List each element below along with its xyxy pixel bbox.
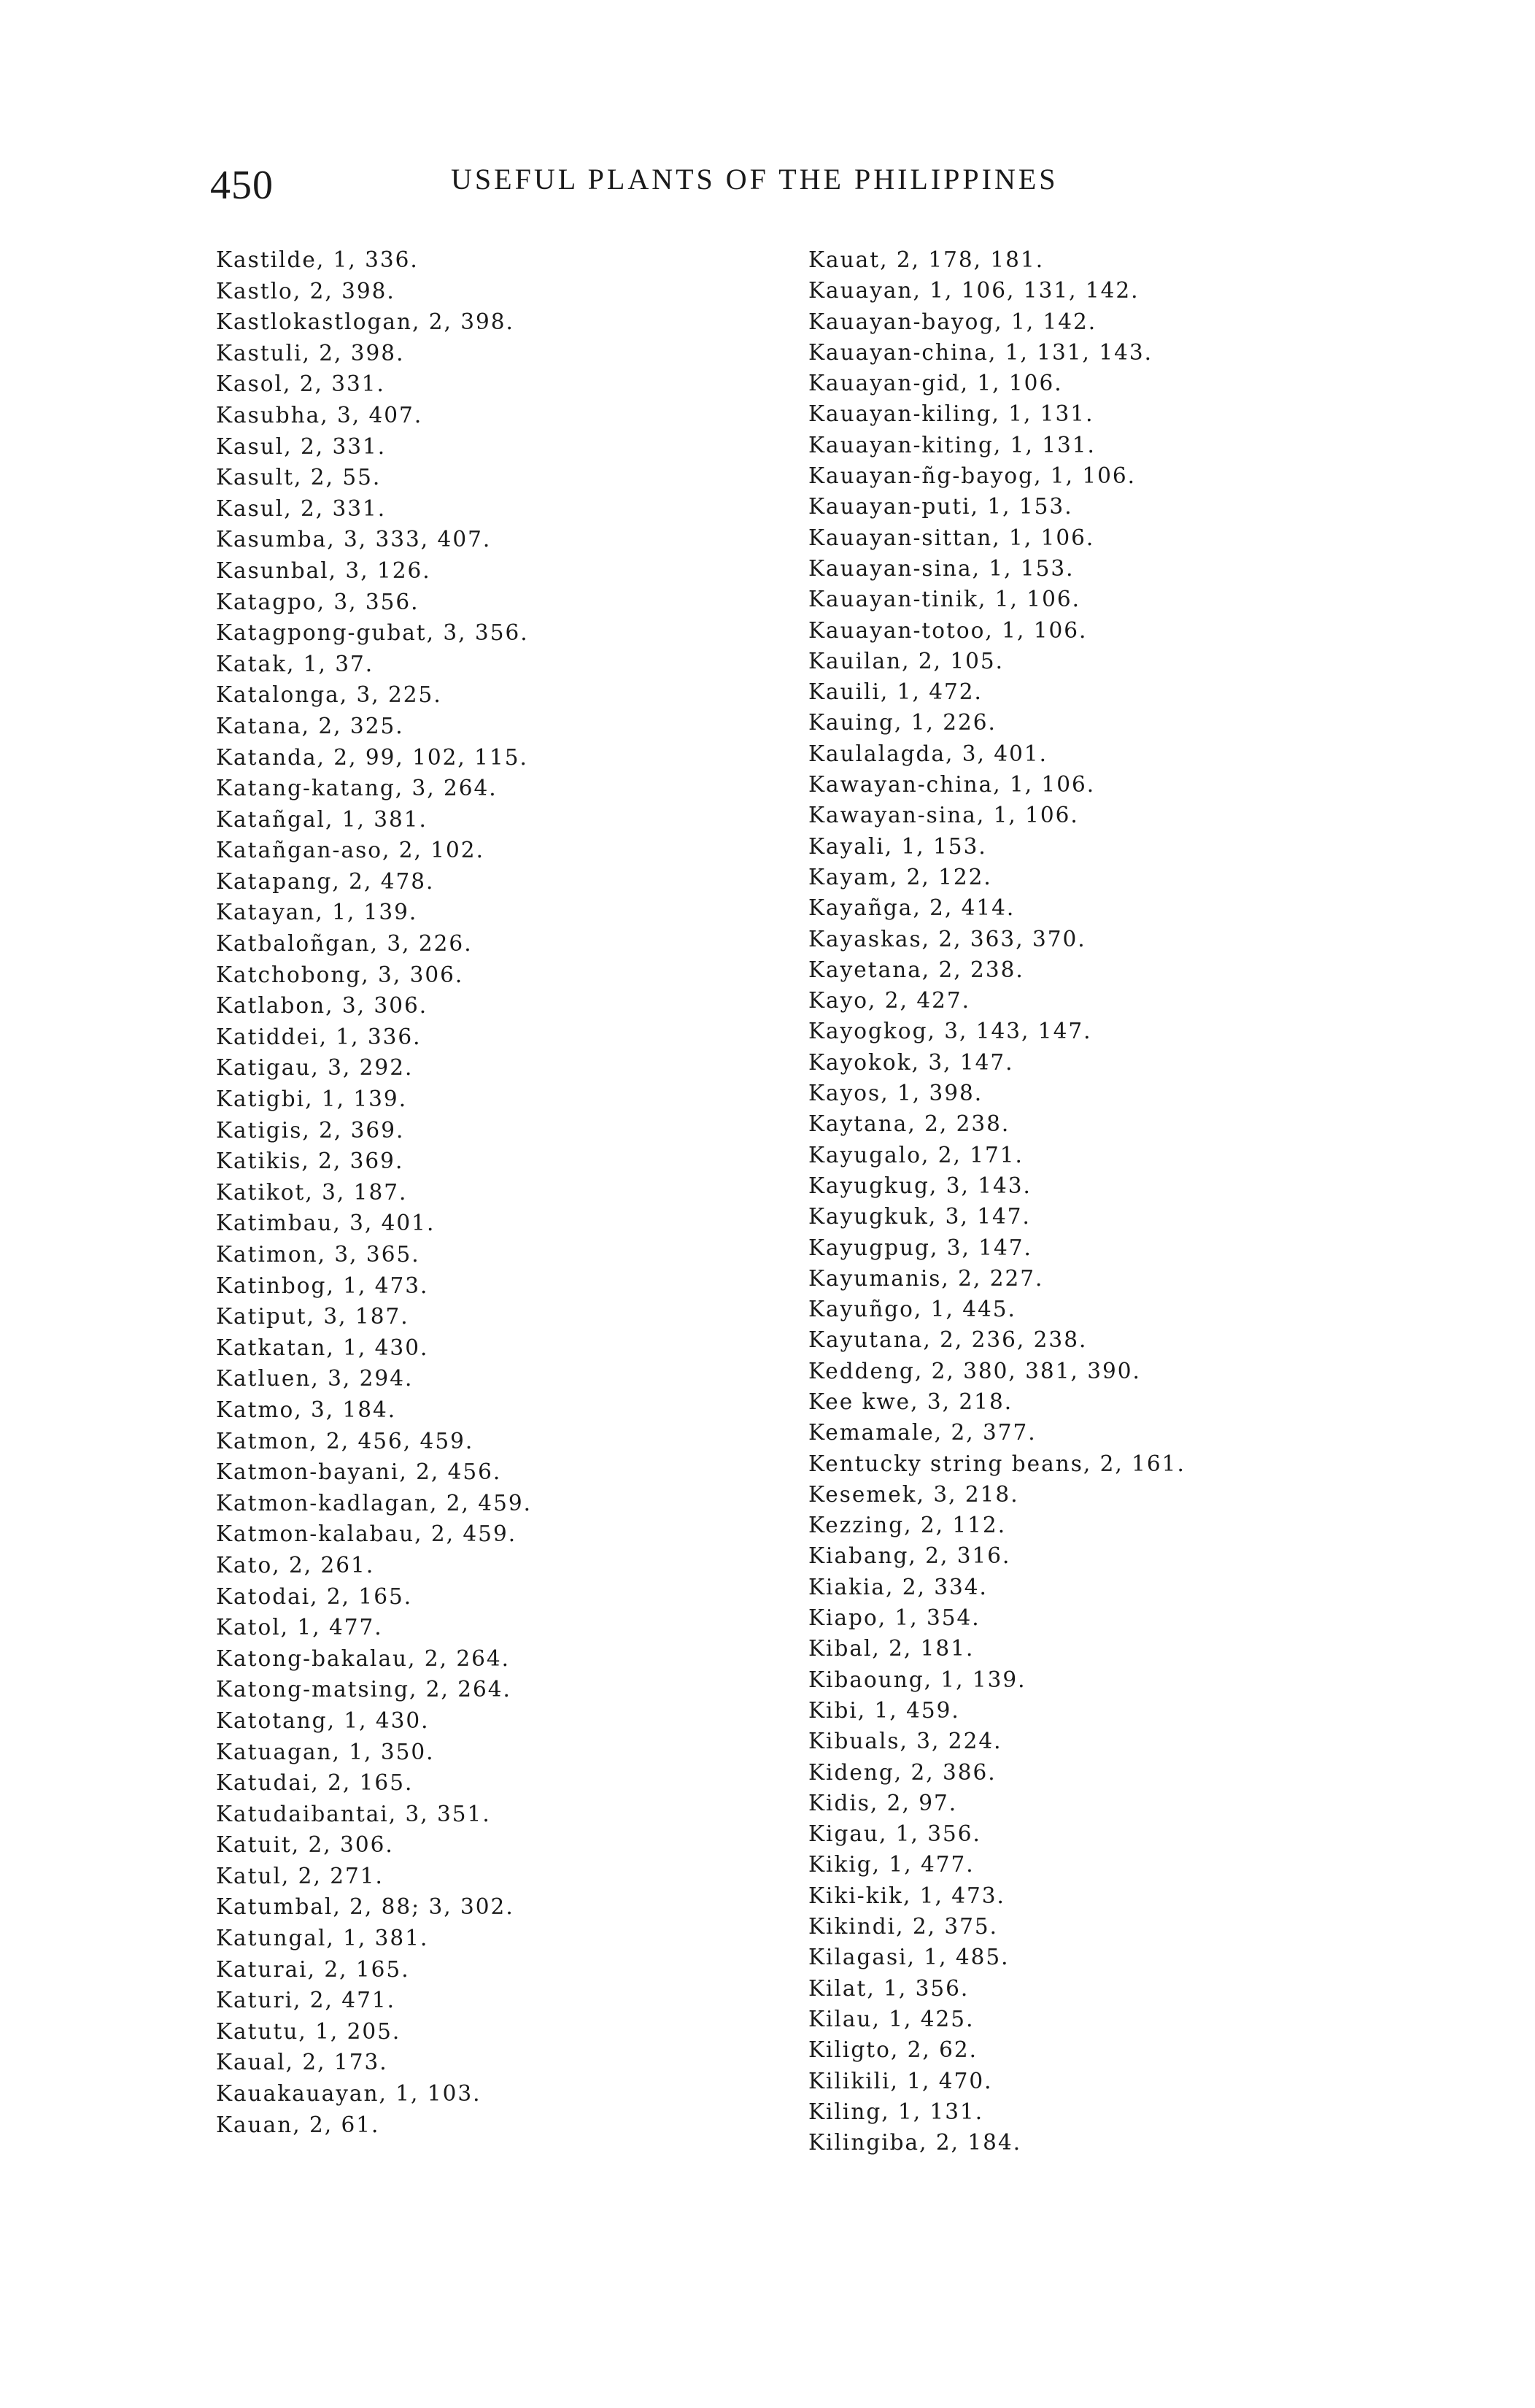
- index-entry: Katanda, 2, 99, 102, 115.: [216, 744, 528, 770]
- index-entry: Katkatan, 1, 430.: [216, 1335, 429, 1360]
- index-entry: Kauayan-puti, 1, 153.: [808, 494, 1073, 520]
- index-entry: Kayañga, 2, 414.: [808, 895, 1016, 921]
- index-entry: Kideng, 2, 386.: [808, 1759, 997, 1785]
- index-entry: Katmon, 2, 456, 459.: [216, 1428, 474, 1454]
- index-entry: Kayali, 1, 153.: [808, 833, 987, 859]
- index-column-left: [216, 244, 770, 2140]
- index-entry: Katigau, 3, 292.: [216, 1055, 414, 1081]
- index-entry: Kauat, 2, 178, 181.: [808, 247, 1045, 272]
- index-entry: Katmon-kalabau, 2, 459.: [216, 1521, 517, 1547]
- index-entry: Katutu, 1, 205.: [216, 2018, 401, 2044]
- index-entry: Katlabon, 3, 306.: [216, 993, 428, 1019]
- index-entry: Katiddei, 1, 336.: [216, 1024, 422, 1049]
- index-entry: Kentucky string beans, 2, 161.: [808, 1451, 1186, 1476]
- index-entry: Kilau, 1, 425.: [808, 2006, 975, 2031]
- index-entry: Kastlokastlogan, 2, 398.: [216, 309, 514, 335]
- index-entry: Kasul, 2, 331.: [216, 495, 387, 521]
- index-entry: Kayumanis, 2, 227.: [808, 1265, 1044, 1291]
- index-entry: Kasult, 2, 55.: [216, 465, 382, 490]
- index-entry: Kasul, 2, 331.: [216, 433, 387, 459]
- index-entry: Katagpong-gubat, 3, 356.: [216, 620, 529, 646]
- index-entry: Kato, 2, 261.: [216, 1552, 375, 1578]
- index-entry: Kee kwe, 3, 218.: [808, 1389, 1013, 1414]
- index-entry: Kidis, 2, 97.: [808, 1790, 958, 1815]
- index-entry: Katong-matsing, 2, 264.: [216, 1677, 511, 1702]
- index-entry: Kauakauayan, 1, 103.: [216, 2081, 482, 2107]
- index-entry: Keddeng, 2, 380, 381, 390.: [808, 1358, 1141, 1384]
- index-entry: Katikis, 2, 369.: [216, 1149, 404, 1174]
- index-entry: Katudaibantai, 3, 351.: [216, 1801, 491, 1826]
- index-entry: Kauili, 1, 472.: [808, 679, 983, 705]
- index-entry: Kauayan-ñg-bayog, 1, 106.: [808, 463, 1137, 489]
- index-entry: Katluen, 3, 294.: [216, 1366, 414, 1392]
- index-entry: Katmon-bayani, 2, 456.: [216, 1459, 502, 1485]
- index-entry: Kayo, 2, 427.: [808, 988, 971, 1014]
- index-entry: Kauayan-totoo, 1, 106.: [808, 617, 1088, 643]
- index-entry: Kilingiba, 2, 184.: [808, 2130, 1022, 2156]
- index-entry: Kayugalo, 2, 171.: [808, 1142, 1024, 1168]
- index-entry: Kauayan-sittan, 1, 106.: [808, 525, 1095, 550]
- index-entry: Kikindi, 2, 375.: [808, 1914, 999, 1940]
- index-entry: Kigau, 1, 356.: [808, 1821, 981, 1847]
- index-entry: Katuit, 2, 306.: [216, 1832, 394, 1858]
- index-entry: Kilat, 1, 356.: [808, 1975, 970, 2001]
- index-entry: Katigbi, 1, 139.: [216, 1087, 408, 1112]
- index-entry: Katong-bakalau, 2, 264.: [216, 1645, 511, 1671]
- index-entry: Kayam, 2, 122.: [808, 864, 992, 890]
- index-entry: Kastilde, 1, 336.: [216, 247, 419, 272]
- index-entry: Kibi, 1, 459.: [808, 1697, 960, 1723]
- index-entry: Kibuals, 3, 224.: [808, 1729, 1002, 1754]
- index-entry: Katagpo, 3, 356.: [216, 589, 419, 614]
- index-entry: Kayugpug, 3, 147.: [808, 1235, 1032, 1260]
- running-title: USEFUL PLANTS OF THE PHILIPPINES: [451, 163, 1059, 196]
- index-entry: Kayogkog, 3, 143, 147.: [808, 1019, 1092, 1044]
- index-entry: Kayugkuk, 3, 147.: [808, 1204, 1031, 1230]
- index-entry: Katang-katang, 3, 264.: [216, 776, 498, 801]
- index-entry: Kilikili, 1, 470.: [808, 2068, 993, 2094]
- index-entry: Kayugkug, 3, 143.: [808, 1173, 1032, 1198]
- index-entry: Katimbau, 3, 401.: [216, 1211, 436, 1236]
- index-entry: Kayaskas, 2, 363, 370.: [808, 926, 1086, 952]
- index-entry: Kiki-kik, 1, 473.: [808, 1883, 1005, 1908]
- index-entry: Katikot, 3, 187.: [216, 1179, 408, 1205]
- index-entry: Kibal, 2, 181.: [808, 1636, 975, 1662]
- index-entry: Kaulalagda, 3, 401.: [808, 741, 1048, 766]
- index-entry: Katchobong, 3, 306.: [216, 962, 464, 987]
- index-entry: Kauing, 1, 226.: [808, 710, 997, 736]
- index-entry: Kawayan-sina, 1, 106.: [808, 803, 1079, 828]
- index-entry: Kauayan, 1, 106, 131, 142.: [808, 278, 1140, 304]
- index-entry: Kasol, 2, 331.: [216, 371, 385, 397]
- index-entry: Katumbal, 2, 88; 3, 302.: [216, 1894, 514, 1920]
- index-entry: Katigis, 2, 369.: [216, 1117, 405, 1143]
- index-entry: Kiabang, 2, 316.: [808, 1543, 1011, 1569]
- index-entry: Katañgan-aso, 2, 102.: [216, 838, 484, 863]
- index-entry: Kauayan-bayog, 1, 142.: [808, 309, 1097, 334]
- index-entry: Kauilan, 2, 105.: [808, 648, 1005, 674]
- index-entry: Katuagan, 1, 350.: [216, 1739, 435, 1764]
- index-entry: Katayan, 1, 139.: [216, 900, 418, 925]
- page-number: 450: [210, 163, 274, 208]
- index-entry: Kilagasi, 1, 485.: [808, 1945, 1010, 1970]
- index-entry: Kauan, 2, 61.: [216, 2112, 380, 2137]
- index-entry: Katimon, 3, 365.: [216, 1242, 420, 1267]
- index-entry: Kiakia, 2, 334.: [808, 1574, 988, 1599]
- index-entry: Kasubha, 3, 407.: [216, 402, 423, 428]
- index-entry: Kayutana, 2, 236, 238.: [808, 1327, 1088, 1353]
- index-entry: Katmon-kadlagan, 2, 459.: [216, 1490, 532, 1516]
- index-entry: Katol, 1, 477.: [216, 1615, 383, 1640]
- index-entry: Katinbog, 1, 473.: [216, 1273, 429, 1298]
- index-entry: Kawayan-china, 1, 106.: [808, 772, 1096, 798]
- index-entry: Katapang, 2, 478.: [216, 868, 435, 894]
- index-entry: Kayetana, 2, 238.: [808, 957, 1024, 982]
- index-entry: Kaytana, 2, 238.: [808, 1111, 1010, 1137]
- index-entry: Katungal, 1, 381.: [216, 1926, 429, 1951]
- index-column-right: [808, 244, 1509, 2158]
- index-entry: Katak, 1, 37.: [216, 651, 374, 676]
- index-entry: Kiling, 1, 131.: [808, 2099, 984, 2124]
- index-entry: Kibaoung, 1, 139.: [808, 1667, 1026, 1692]
- index-entry: Kasumba, 3, 333, 407.: [216, 527, 492, 552]
- index-entry: Kastuli, 2, 398.: [216, 340, 405, 366]
- index-entry: Katañgal, 1, 381.: [216, 806, 428, 832]
- index-entry: Kayuñgo, 1, 445.: [808, 1297, 1016, 1322]
- index-entry: Kauayan-kiting, 1, 131.: [808, 432, 1096, 458]
- index-entry: Kauayan-sina, 1, 153.: [808, 555, 1075, 581]
- index-entry: Kauayan-kiling, 1, 131.: [808, 401, 1094, 427]
- index-entry: Kikig, 1, 477.: [808, 1852, 975, 1878]
- index-entry: Katul, 2, 271.: [216, 1863, 384, 1888]
- index-entry: Katuri, 2, 471.: [216, 1988, 395, 2013]
- index-entry: Kastlo, 2, 398.: [216, 278, 395, 304]
- index-entry: Kiligto, 2, 62.: [808, 2037, 978, 2063]
- index-entry: Kayokok, 3, 147.: [808, 1049, 1014, 1075]
- index-entry: Kiapo, 1, 354.: [808, 1605, 981, 1631]
- index-entry: Katbaloñgan, 3, 226.: [216, 931, 473, 957]
- index-entry: Katiput, 3, 187.: [216, 1304, 409, 1330]
- index-entry: Kauayan-tinik, 1, 106.: [808, 587, 1080, 612]
- index-entry: Kemamale, 2, 377.: [808, 1420, 1037, 1446]
- index-entry: Katodai, 2, 165.: [216, 1583, 413, 1609]
- index-entry: Kasunbal, 3, 126.: [216, 557, 431, 583]
- index-entry: Katotang, 1, 430.: [216, 1707, 430, 1733]
- index-entry: Katmo, 3, 184.: [216, 1397, 397, 1422]
- index-entry: Katudai, 2, 165.: [216, 1770, 414, 1796]
- index-entry: Kayos, 1, 398.: [808, 1081, 983, 1106]
- index-entry: Kaual, 2, 173.: [216, 2050, 388, 2075]
- index-entry: Kauayan-china, 1, 131, 143.: [808, 339, 1153, 365]
- index-entry: Katana, 2, 325.: [216, 713, 404, 738]
- index-entry: Kesemek, 3, 218.: [808, 1481, 1019, 1507]
- index-entry: Katalonga, 3, 225.: [216, 682, 442, 708]
- index-entry: Kauayan-gid, 1, 106.: [808, 371, 1063, 396]
- index-entry: Katurai, 2, 165.: [216, 1956, 410, 1982]
- index-entry: Kezzing, 2, 112.: [808, 1513, 1007, 1538]
